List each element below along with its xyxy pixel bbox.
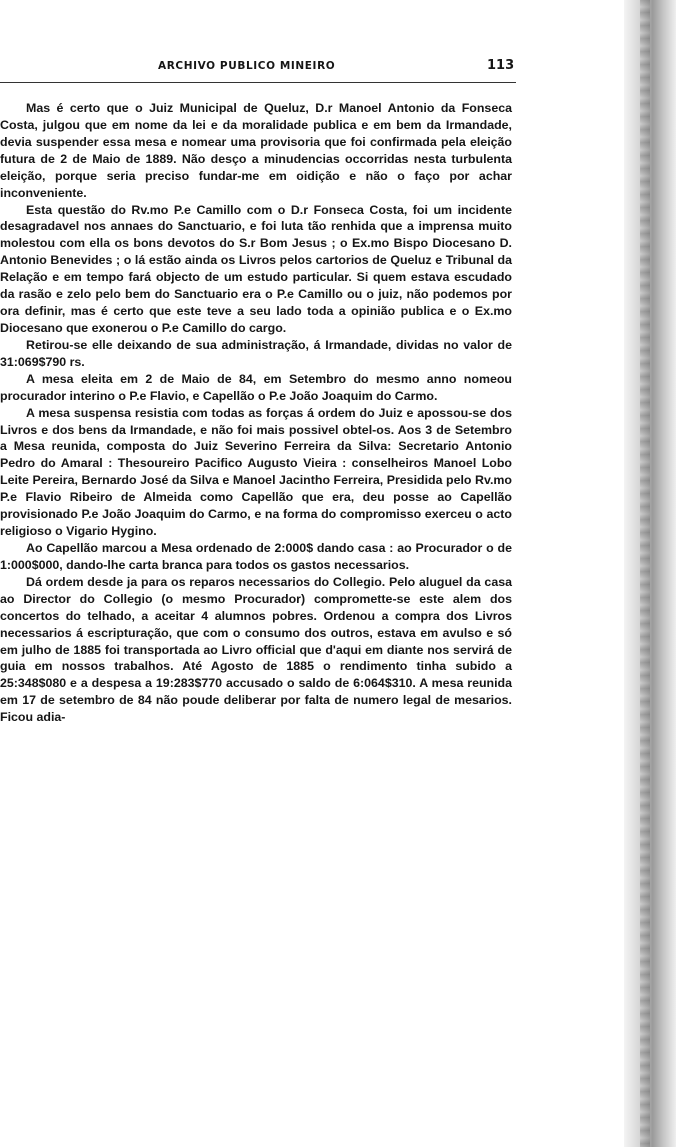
paragraph: Ao Capellão marcou a Mesa ordenado de 2:000$ dando casa : ao Procurador o de 1:000$000, dando-lhe carta branca para todos os gastos necessarios. [0, 540, 512, 572]
paragraph: Esta questão do Rv.mo P.e Camillo com o D.r Fonseca Costa, foi um incidente desagradavel nos annaes do Sanctuario, e foi luta tão renhida que a imprensa muito molestou com ella os bons devotos do S.r Bom Jesus ; o Ex.mo Bispo Diocesano D. Antonio Benevides ; o lá estão ainda os Livros pelos cartorios de Queluz e Tribunal da Relação e em tempo fará objecto de um estudo particular. Si quem estava escudado da rasão e zelo pelo bem do Sanctuario era o P.e Camillo ou o juiz, não podemos por ora definir, mas é certo que este teve a seu lado toda a opinião publica e o Ex.mo Diocesano que exonerou o P.e Camillo do cargo. [0, 202, 512, 335]
body-text [0, 100, 512, 726]
paragraph: Retirou-se elle deixando de sua administração, á Irmandade, dividas no valor de 31:069$790 rs. [0, 337, 512, 369]
paragraph: Mas é certo que o Juiz Municipal de Queluz, D.r Manoel Antonio da Fonseca Costa, julgou que em nome da lei e da moralidade publica e em bem da Irmandade, devia suspender essa mesa e nomear uma provisoria que foi confirmada pela eleição futura de 2 de Maio de 1889. Não desço a minudencias occorridas nesta turbulenta eleição, porque seria preciso fundar-me em oidição e não o faço por achar inconveniente. [0, 101, 512, 200]
paragraph: A mesa eleita em 2 de Maio de 84, em Setembro do mesmo anno nomeou procurador interino o P.e Flavio, e Capellão o P.e João Joaquim do Carmo. [0, 371, 512, 403]
paragraph: A mesa suspensa resistia com todas as forças á ordem do Juiz e apossou-se dos Livros e dos bens da Irmandade, e não foi mais possivel obtel-os. Aos 3 de Setembro a Mesa reunida, composta do Juiz Severino Ferreira da Silva: Secretario Antonio Pedro do Amaral : Thesoureiro Pacifico Augusto Vieira : conselheiros Manoel Lobo Leite Pereira, Bernardo José da Silva e Manoel Jacintho Ferreira, Presidida pelo Rv.mo P.e Flavio Ribeiro de Almeida como Capellão que era, deu posse ao Capellão provisionado P.e João Joaquim do Carmo, e na forma do compromisso exerceu o acto religioso o Vigario Hygino. [0, 405, 512, 539]
paragraph: Dá ordem desde ja para os reparos necessarios do Collegio. Pelo aluguel da casa ao Director do Collegio (o mesmo Procurador) compromette-se este alem dos concertos do telhado, a aceitar 4 alumnos pobres. Ordenou a compra dos Livros necessarios á escripturação, que com o consumo dos outros, estava em avulso e só em julho de 1885 foi transportada ao Livro official que d'aqui em diante nos servirá de guia em nossos trabalhos. Até Agosto de 1885 o rendimento tinha subido a 25:348$080 e a despesa a 19:283$770 accusado o saldo de 6:064$310. A mesa reunida em 17 de setembro de 84 não poude deliberar por falta de numero legal de mesarios. Ficou adia- [0, 574, 512, 725]
running-title: ARCHIVO PUBLICO MINEIRO [158, 60, 336, 72]
page-number: 113 [487, 58, 515, 73]
page-binding-edge [624, 0, 676, 1147]
header-rule [0, 82, 516, 83]
page-header [0, 58, 530, 80]
